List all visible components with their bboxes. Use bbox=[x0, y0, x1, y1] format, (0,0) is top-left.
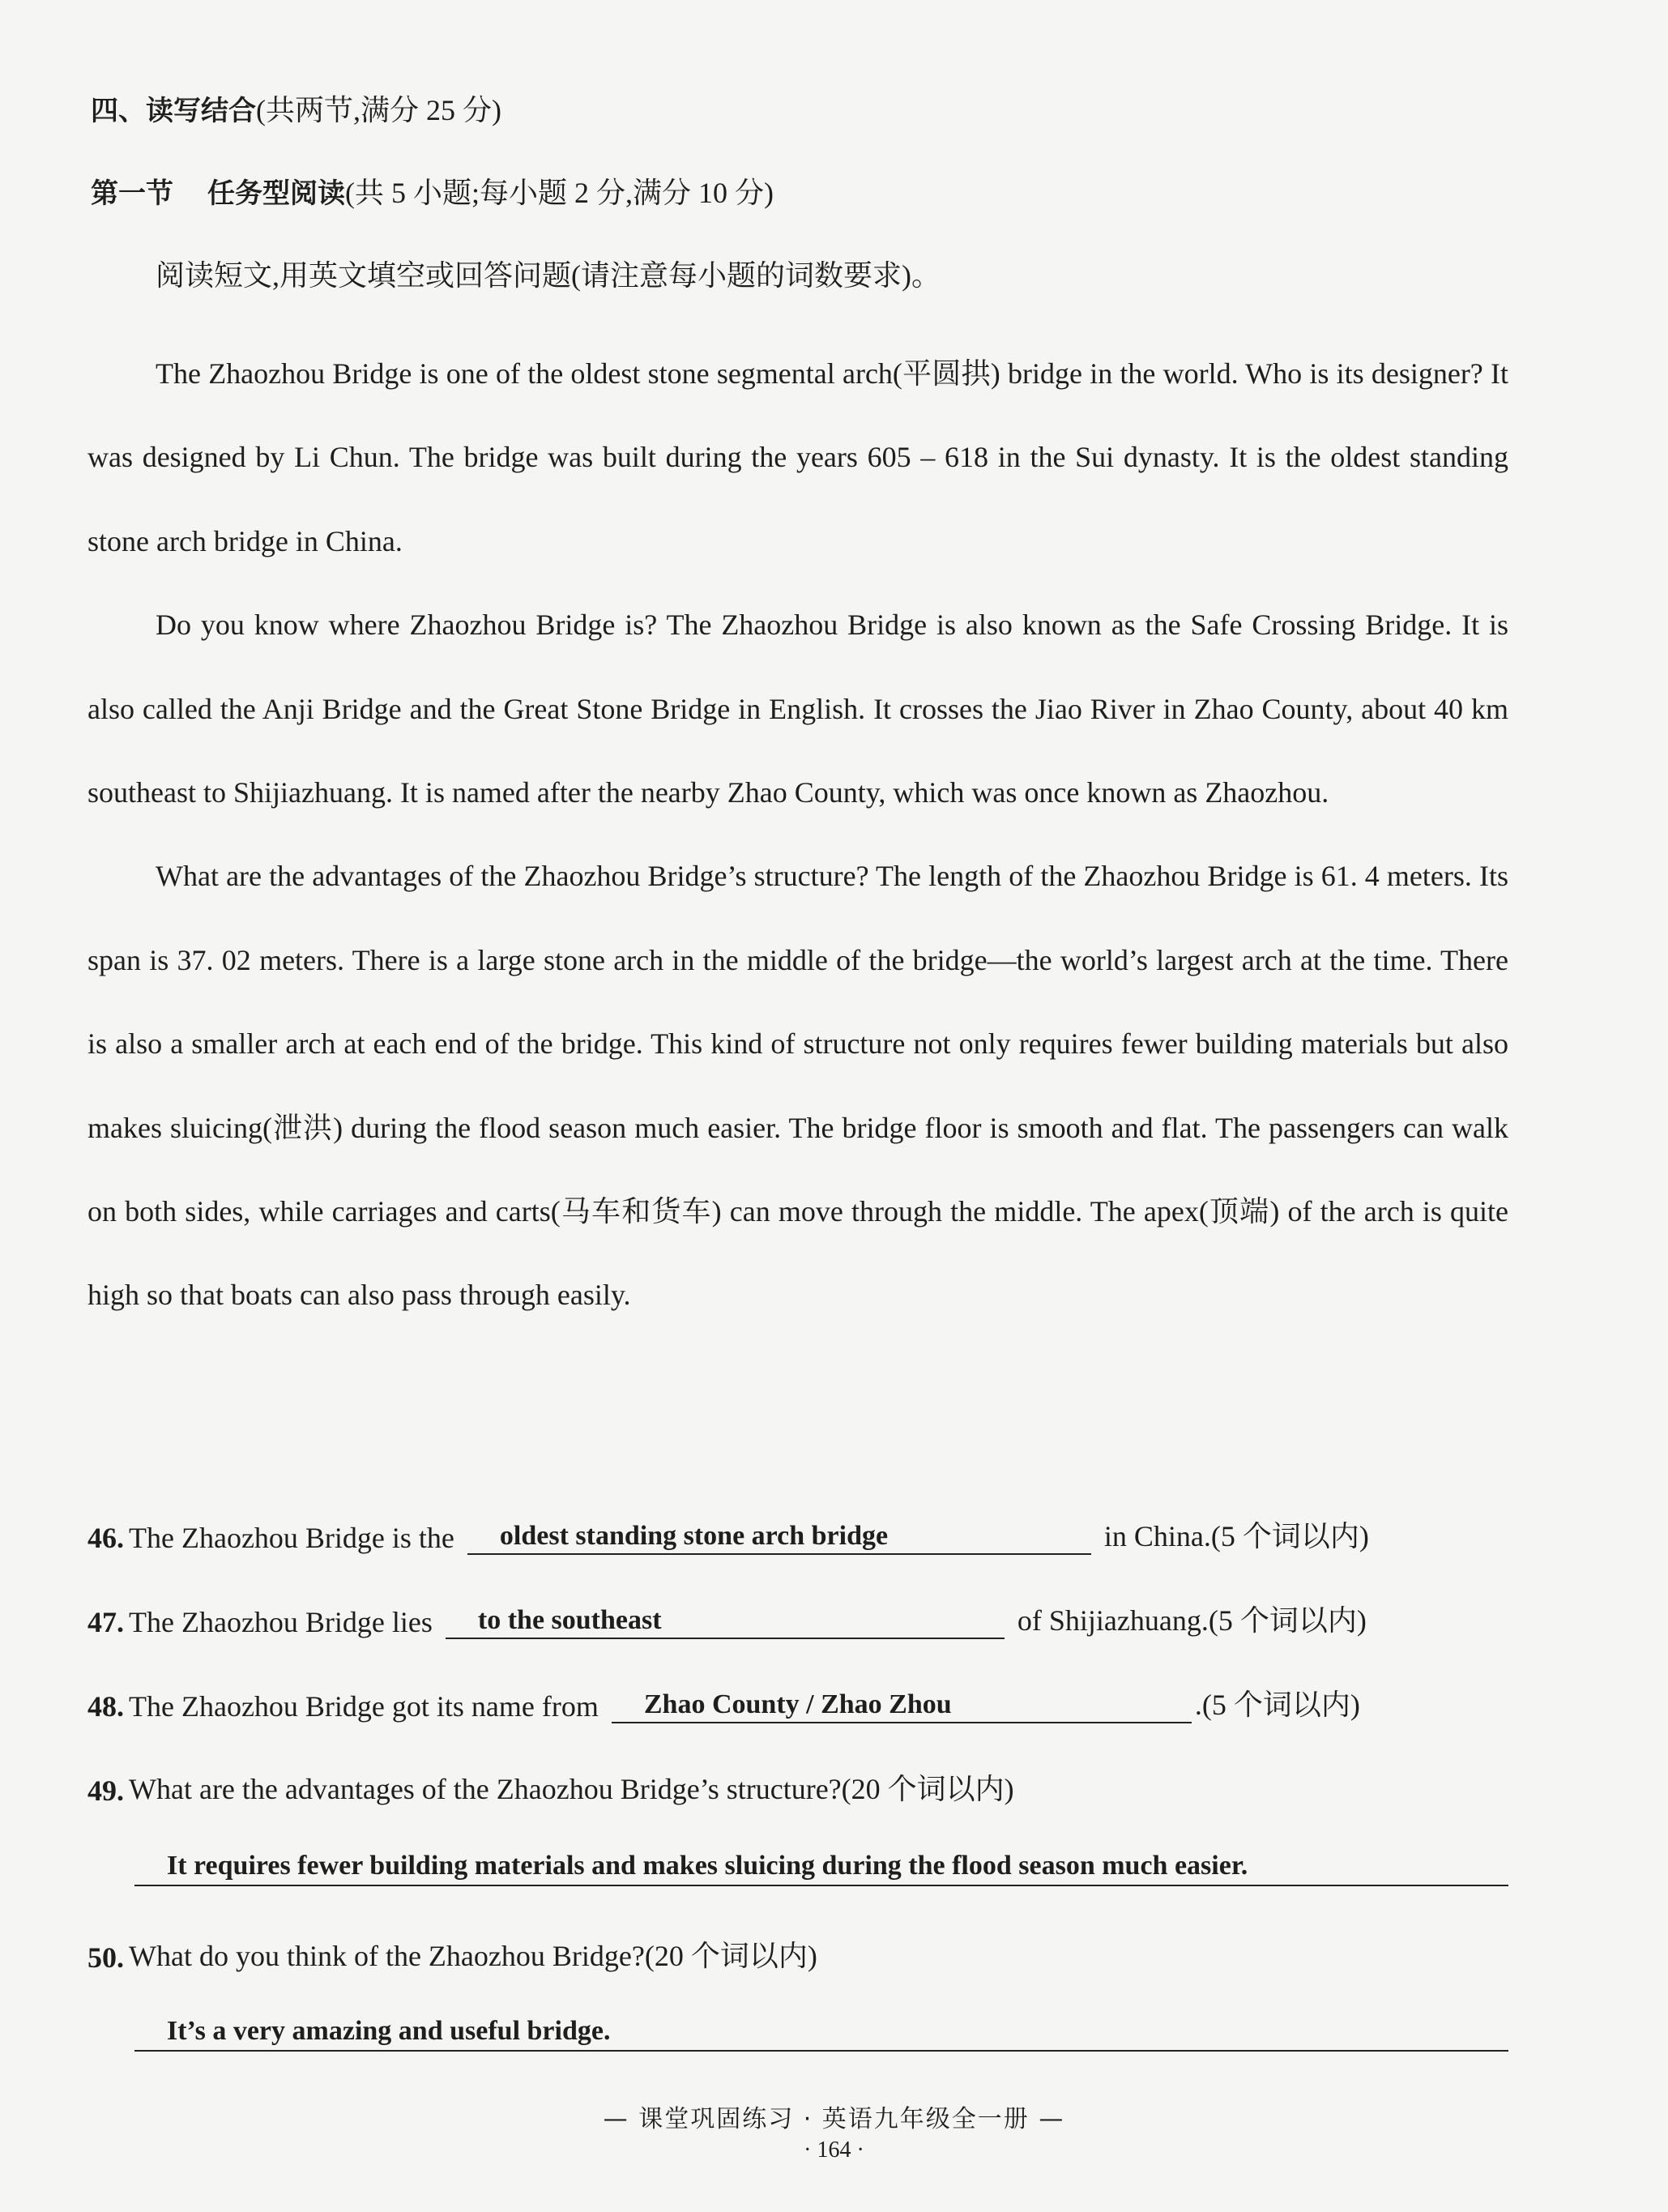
part-title: 四、读写结合 bbox=[91, 95, 256, 127]
answer-blank-46[interactable]: oldest standing stone arch bridge bbox=[467, 1521, 1091, 1555]
footer-book-title: — 课堂巩固练习 · 英语九年级全一册 — bbox=[603, 2105, 1065, 2133]
question-number: 47. bbox=[87, 1606, 124, 1638]
question-tail: .(5 个词以内) bbox=[1194, 1689, 1360, 1721]
reading-passage bbox=[87, 332, 1508, 1338]
question-48 bbox=[87, 1682, 1360, 1723]
question-text: What are the advantages of the Zhaozhou Bridge’s structure?(20 个词以内) bbox=[129, 1773, 1014, 1805]
part-note: (共两节,满分 25 分) bbox=[256, 94, 501, 126]
section-note: (共 5 小题;每小题 2 分,满分 10 分) bbox=[345, 177, 774, 209]
question-text: What do you think of the Zhaozhou Bridge?(20 个词以内) bbox=[129, 1940, 817, 1972]
question-49 bbox=[87, 1766, 1014, 1808]
question-stem: The Zhaozhou Bridge got its name from bbox=[129, 1690, 599, 1723]
question-number: 50. bbox=[87, 1941, 124, 1974]
instruction: 阅读短文,用英文填空或回答问题(请注意每小题的词数要求)。 bbox=[156, 259, 941, 292]
passage-paragraph: The Zhaozhou Bridge is one of the oldest stone segmental arch(平圆拱) bridge in the world. Who is its designer? It was designed by Li Chun. The bridge was built during the years 605 – 618 in the Sui dynasty. It is the oldest standing stone arch bridge in China. bbox=[87, 357, 1508, 557]
question-stem: The Zhaozhou Bridge lies bbox=[129, 1606, 433, 1638]
question-tail: of Shijiazhuang.(5 个词以内) bbox=[1017, 1604, 1367, 1637]
passage-paragraph: What are the advantages of the Zhaozhou Bridge’s structure? The length of the Zhaozhou Bridge is 61. 4 meters. Its span is 37. 02 meters. There is a large stone arch in the middle of the bridge—the world’s largest arch at the time. There is also a smaller arch at each end of the bridge. This kind of structure not only requires fewer building materials but also makes sluicing(泄洪) during the flood season much easier. The bridge floor is smooth and flat. The passengers can walk on both sides, while carriages and carts(马车和货车) can move through the middle. The apex(顶端) of the arch is quite high so that boats can also pass through easily. bbox=[87, 860, 1508, 1312]
section-heading bbox=[91, 170, 774, 211]
question-number: 48. bbox=[87, 1690, 124, 1723]
question-46 bbox=[87, 1514, 1369, 1555]
question-stem: The Zhaozhou Bridge is the bbox=[129, 1522, 454, 1554]
part-heading bbox=[91, 88, 501, 129]
section-title: 任务型阅读 bbox=[207, 177, 345, 210]
section-label: 第一节 bbox=[91, 177, 173, 210]
question-47 bbox=[87, 1598, 1367, 1639]
question-tail: in China.(5 个词以内) bbox=[1103, 1520, 1369, 1552]
page-number: · 164 · bbox=[804, 2137, 864, 2163]
question-50 bbox=[87, 1933, 817, 1975]
answer-blank-48[interactable]: Zhao County / Zhao Zhou bbox=[612, 1689, 1192, 1723]
answer-line-49[interactable]: It requires fewer building materials and makes sluicing during the flood season much easier. bbox=[134, 1851, 1508, 1886]
answer-blank-47[interactable]: to the southeast bbox=[446, 1605, 1005, 1639]
answer-line-50[interactable]: It’s a very amazing and useful bridge. bbox=[134, 2016, 1508, 2052]
question-number: 46. bbox=[87, 1522, 124, 1554]
passage-paragraph: Do you know where Zhaozhou Bridge is? The Zhaozhou Bridge is also known as the Safe Crossing Bridge. It is also called the Anji Bridge and the Great Stone Bridge in English. It crosses the Jiao River in Zhao County, about 40 km southeast to Shijiazhuang. It is named after the nearby Zhao County, which was once known as Zhaozhou. bbox=[87, 609, 1508, 809]
question-number: 49. bbox=[87, 1774, 124, 1807]
